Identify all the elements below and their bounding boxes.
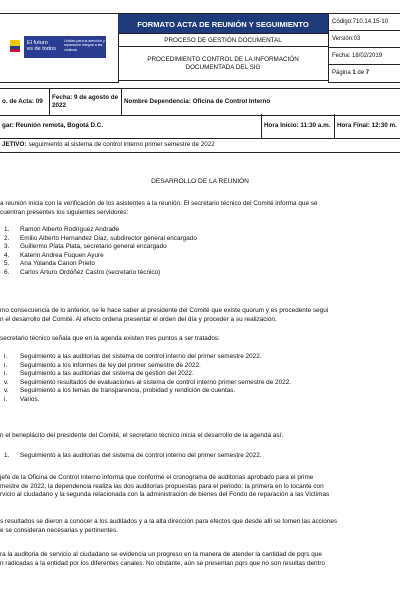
section-title: DESARROLLO DE LA REUNIÓN bbox=[151, 178, 249, 185]
jefe-line-2: mestre de 2022, la dependencia realiza las dos auditorias propuestas para el periodo: la primera en lo tocante con bbox=[0, 482, 324, 490]
list-item-text: Guillermo Plata Plata, secretario general encargado bbox=[20, 243, 167, 251]
logo-text: El futuro es de todos bbox=[27, 40, 56, 52]
procedure-name: PROCEDIMIENTO CONTROL DE LA INFORMACIÓN DOCUMENTADA DEL SIG bbox=[118, 46, 328, 81]
list-item-text: Ramon Alberto Rodríguez Andrade bbox=[20, 226, 120, 233]
logo-box bbox=[24, 36, 106, 58]
list-item bbox=[0, 243, 400, 252]
list-item-number: 1. bbox=[4, 226, 10, 233]
pqrs-line-1: ra la auditoria de servicio al ciudadano se evidencia un progreso en la manera de atender la cantidad de pqrs que bbox=[0, 551, 322, 558]
document-header bbox=[0, 13, 400, 81]
list-item-text: Katerin Andrea Fuquen Ayure bbox=[20, 251, 104, 259]
list-item-number: 3. bbox=[4, 243, 10, 251]
list-item bbox=[0, 269, 400, 278]
agenda-intro: secretario técnico señala que en la agenda existen tres puntos a ser tratados: bbox=[0, 335, 220, 342]
document-code: Código:710.14.15-10 bbox=[329, 14, 400, 31]
meeting-date: Fecha: 9 de agosto de 2022 bbox=[50, 89, 122, 115]
list-item-text: Seguimiento a las auditorias del sistema de gestión del 2022. bbox=[20, 370, 194, 378]
list-item bbox=[0, 379, 400, 388]
agenda-point-list bbox=[0, 452, 400, 461]
meeting-place: gar: Reunión remota, Bogotá D.C. bbox=[0, 114, 262, 138]
result-line-2: e se consideran necesarias y pertinentes. bbox=[0, 526, 118, 534]
document-meta bbox=[328, 13, 400, 83]
list-item bbox=[0, 362, 400, 371]
meeting-objective bbox=[0, 138, 400, 152]
document-version: Versión:03 bbox=[329, 31, 400, 48]
colombia-flag-icon bbox=[10, 40, 20, 52]
list-item-number: 2. bbox=[4, 234, 10, 242]
list-item bbox=[0, 235, 400, 244]
list-item-text: Seguimiento a los temas de transparencia, probidad y rendición de cuentas. bbox=[20, 387, 236, 395]
process-name: PROCESO DE GESTIÓN DOCUMENTAL bbox=[118, 33, 328, 47]
jefe-line-1: jefe de la Oficina de Control Interno informa que conforme el cronograma de auditorias aprobado para el prime bbox=[0, 474, 314, 481]
list-item-number: 6. bbox=[4, 268, 10, 276]
quorum-line-2: n el desarrollo del Comité. Al efecto ordena presentar el orden del día y proceder a su realización. bbox=[0, 315, 277, 323]
intro-line-1: a reunión inicia con la verificación de los asistentes a la reunión. El secretario técnico del Comité informa que se bbox=[0, 200, 318, 207]
list-item bbox=[0, 353, 400, 362]
list-item-number: i. bbox=[4, 370, 8, 378]
list-item-number: 5. bbox=[4, 260, 10, 268]
list-item-text: Varios. bbox=[20, 395, 40, 403]
objective-text: seguimiento al sistema de control interno primer semestre de 2022 bbox=[28, 141, 215, 148]
list-item-number: i. bbox=[4, 361, 8, 369]
attendee-list bbox=[0, 226, 400, 278]
pqrs-line-2: n radicadas a la entidad por los diferentes canales. No obstante, aún se presentan pqrs que no son resultas dentro bbox=[0, 559, 326, 567]
result-line-1: s resultados se dieron a conocer a los auditados y a la alta dirección para efectos que desde allí se tomen las acciones bbox=[0, 518, 338, 525]
dependency-name: Nombre Dependencia: Oficina de Control Interno bbox=[124, 98, 271, 105]
list-item-text: Carlos Arturo Ordóñez Castro (secretario técnico) bbox=[20, 268, 161, 276]
list-item-text: Seguimiento a los informes de ley del primer semestre de 2022. bbox=[20, 361, 201, 369]
list-item bbox=[0, 370, 400, 379]
list-item bbox=[0, 260, 400, 269]
format-title: FORMATO ACTA DE REUNIÓN Y SEGUIMIENTO bbox=[118, 13, 328, 34]
start-time: Hora Inicio: 11:30 a.m. bbox=[262, 114, 335, 138]
info-row-3 bbox=[0, 138, 400, 153]
intro-line-2: cuentran presentes los siguientes servidores: bbox=[0, 208, 129, 216]
logo-cell bbox=[0, 13, 119, 83]
list-item bbox=[0, 396, 400, 405]
info-row-1 bbox=[0, 88, 400, 116]
entity-logo bbox=[10, 36, 106, 62]
beneplacito-line: n el beneplácito del presidente del Comité, el secretario técnico inicia el desarrollo de la agenda así: bbox=[0, 432, 284, 439]
info-row-2 bbox=[0, 114, 400, 139]
jefe-line-3: rvicio al ciudadano y la segunda relacionada con la administración de bienes del Fondo de reparación a las Victimas bbox=[0, 491, 330, 499]
list-item-text: Seguimiento a las auditorias del sistema de control interno del primer semestre 2022. bbox=[20, 353, 262, 360]
list-item-number: v. bbox=[4, 378, 9, 386]
document-date: Fecha: 18/02/2019 bbox=[329, 48, 400, 65]
quorum-line-1: mo consecuencia de lo anterior, se le hace saber al presidente del Comité que existe quorum y es procedente segui bbox=[0, 307, 329, 314]
list-item-number: i. bbox=[4, 395, 8, 403]
list-item-text: Emilio Alberto Hernandez Diaz, subdirector general encargado bbox=[20, 234, 197, 242]
end-time: Hora Final: 12:30 m. bbox=[337, 122, 397, 129]
agenda-point: 1. Seguimiento a las auditorias del sistema de control interno del primer semestre 2022. bbox=[4, 452, 262, 459]
acta-number: o. de Acta: 09 bbox=[0, 89, 50, 115]
list-item-text: Seguimiento resultados de evaluaciones al sistema de control interno primer semestre de 2022. bbox=[20, 378, 292, 386]
logo-subtext: Unidad para la atención y reparación integral a las víctimas bbox=[64, 39, 105, 52]
list-item bbox=[0, 387, 400, 396]
list-item-number: 4. bbox=[4, 251, 10, 259]
list-item bbox=[0, 226, 400, 235]
list-item-text: Ana Yolanda Canon Prieto bbox=[20, 260, 95, 268]
page-number: Página 1 de 7 bbox=[332, 70, 370, 76]
objective-label: JETIVO: bbox=[2, 141, 27, 148]
list-item-number: i. bbox=[4, 353, 8, 360]
list-item bbox=[0, 252, 400, 261]
list-item-number: v. bbox=[4, 387, 9, 395]
agenda-list bbox=[0, 353, 400, 405]
